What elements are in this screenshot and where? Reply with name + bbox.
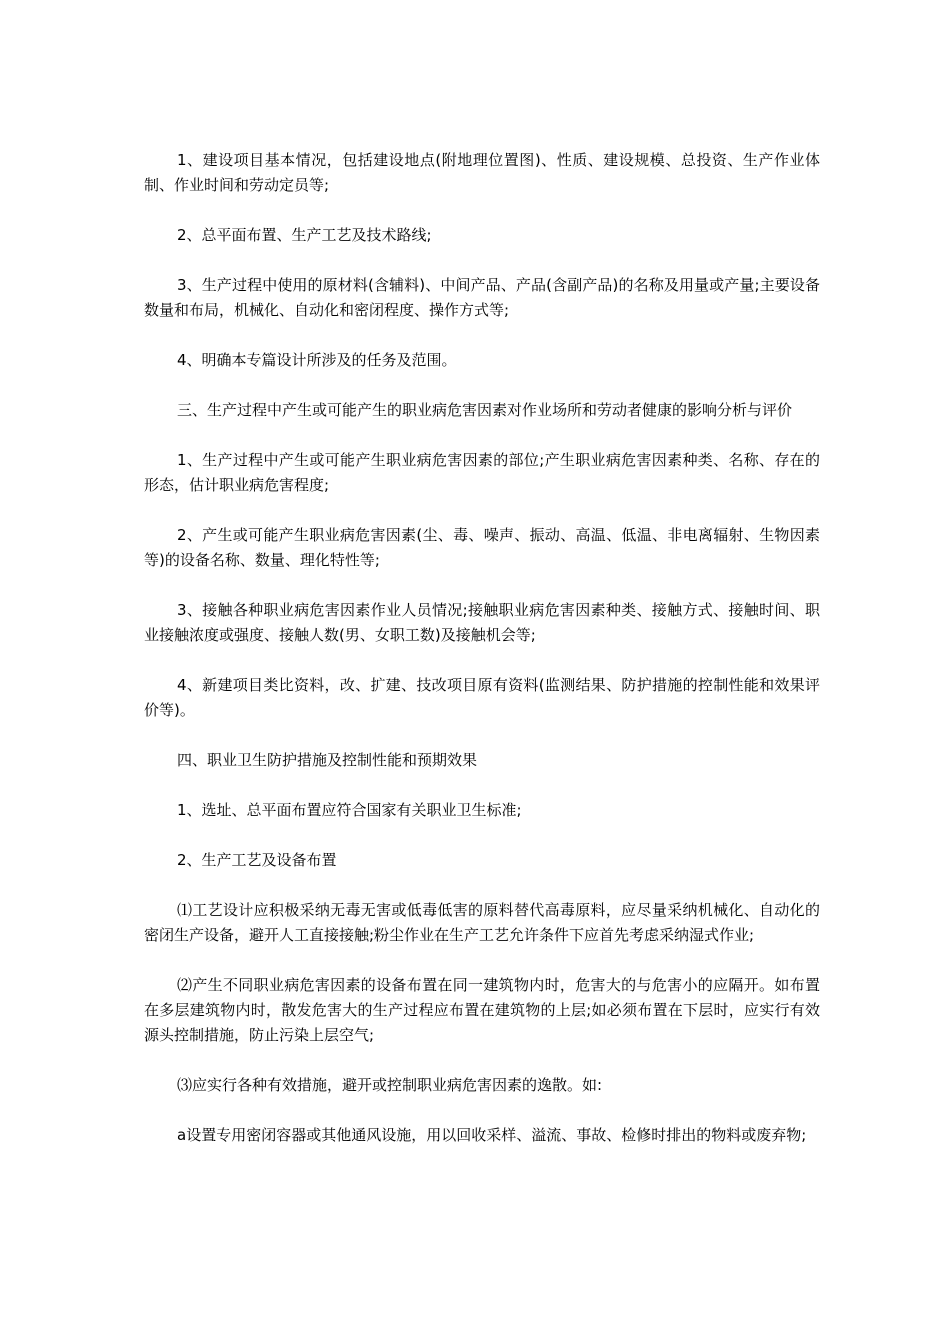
section-heading-hazard-analysis: 三、生产过程中产生或可能产生的职业病危害因素对作业场所和劳动者健康的影响分析与评价 xyxy=(177,401,793,419)
paragraph-project-basic-info: 1、建设项目基本情况，包括建设地点(附地理位置图)、性质、建设规模、总投资、生产作业体制、作业时间和劳动定员等; xyxy=(144,151,820,194)
paragraph-process-equipment: 2、生产工艺及设备布置 xyxy=(177,851,337,869)
paragraph-hazard-equipment: 2、产生或可能产生职业病危害因素(尘、毒、噪声、振动、高温、低温、非电离辐射、生物因素等)的设备名称、数量、理化特性等; xyxy=(144,526,820,569)
paragraph-site-selection: 1、选址、总平面布置应符合国家有关职业卫生标准; xyxy=(177,801,522,819)
paragraph-general-layout: 2、总平面布置、生产工艺及技术路线; xyxy=(177,226,432,244)
section-heading-protective-measures: 四、职业卫生防护措施及控制性能和预期效果 xyxy=(177,751,478,769)
paragraph-comparative-data: 4、新建项目类比资料，改、扩建、技改项目原有资料(监测结果、防护措施的控制性能和效果评价等)。 xyxy=(144,676,820,719)
paragraph-dispersion-control: ⑶应实行各种有效措施，避开或控制职业病危害因素的逸散。如: xyxy=(177,1076,603,1094)
paragraph-equipment-separation: ⑵产生不同职业病危害因素的设备布置在同一建筑物内时，危害大的与危害小的应隔开。如布置在多层建筑物内时，散发危害大的生产过程应布置在建筑物的上层;如必须布置在下层时，应实行有效源头控制措施，防止污染上层空气; xyxy=(144,976,820,1044)
paragraph-task-scope: 4、明确本专篇设计所涉及的任务及范围。 xyxy=(177,351,457,369)
document-body xyxy=(144,148,820,1173)
paragraph-process-design: ⑴工艺设计应积极采纳无毒无害或低毒低害的原料替代高毒原料，应尽量采纳机械化、自动化的密闭生产设备，避开人工直接接触;粉尘作业在生产工艺允许条件下应首先考虑采纳湿式作业; xyxy=(144,901,820,944)
paragraph-raw-materials: 3、生产过程中使用的原材料(含辅料)、中间产品、产品(含副产品)的名称及用量或产量;主要设备数量和布局，机械化、自动化和密闭程度、操作方式等; xyxy=(144,276,820,319)
paragraph-sealed-containers: a设置专用密闭容器或其他通风设施，用以回收采样、溢流、事故、检修时排出的物料或废弃物; xyxy=(177,1126,807,1144)
paragraph-hazard-locations: 1、生产过程中产生或可能产生职业病危害因素的部位;产生职业病危害因素种类、名称、存在的形态，估计职业病危害程度; xyxy=(144,451,820,494)
paragraph-exposed-workers: 3、接触各种职业病危害因素作业人员情况;接触职业病危害因素种类、接触方式、接触时间、职业接触浓度或强度、接触人数(男、女职工数)及接触机会等; xyxy=(144,601,820,644)
